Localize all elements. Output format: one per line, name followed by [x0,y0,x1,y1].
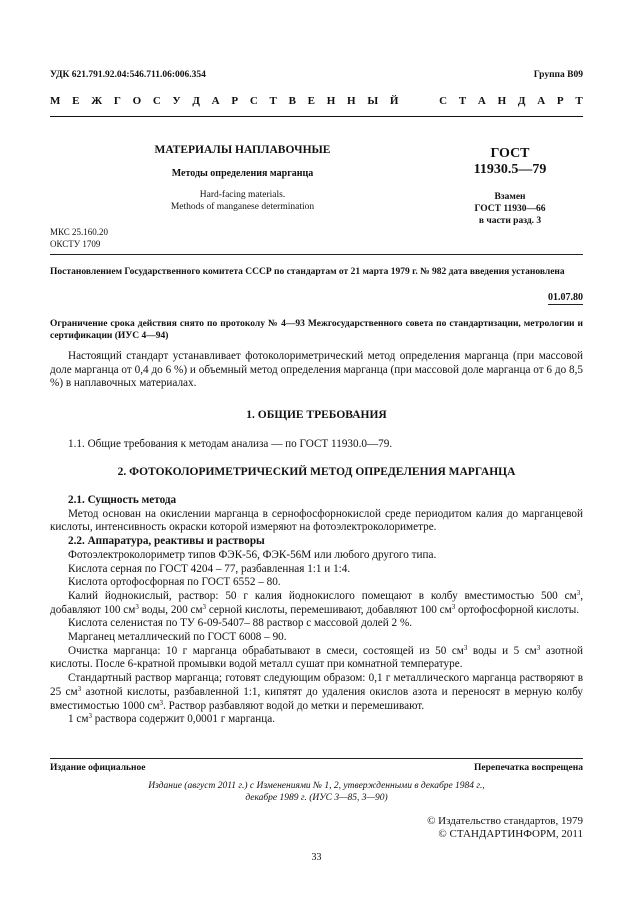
standard-banner [50,95,583,107]
cube-sup: 3 [536,643,541,652]
cube-sup: 3 [135,602,139,611]
gost-number: 11930.5—79 [473,162,547,177]
banner-letter: Т [458,95,467,107]
subsection-2-2-heading: 2.2. Аппаратура, реактивы и растворы [68,535,265,548]
banner-letter: Д [192,95,200,107]
reagent-manganese-metal: Марганец металлический по ГОСТ 6008 – 90. [68,631,287,644]
solution-text-1: Стандартный раствор марганца; готовят следующим образом: 0,1 г металлического марганца растворяют в 25 см [50,672,583,698]
decree-text: Постановлением Государственного комитета СССР по стандартам от 21 марта 1979 г. № 982 дата введения установлена [50,267,565,277]
concentration-text-1: 1 см [68,713,89,726]
edition-note-1: Издание (август 2011 г.) с Изменениями № 1, 2, утвержденными в декабре 1984 г., [148,781,485,791]
periodate-text-1: Калий йоднокислый, раствор: 50 г калия йоднокислого помещают в колбу вместимостью 500 см [68,589,577,602]
solution-text-2: азотной кислоты, разбавленной 1:1, кипятят до удаления окислов азота и переносят в мерную колбу вместимостью 1000 см [50,685,583,712]
section-1-heading: 1. ОБЩИЕ ТРЕБОВАНИЯ [246,409,387,421]
banner-letter: Е [72,95,80,107]
purification-text-2: воды и 5 см [467,644,537,657]
banner-letter: Р [556,95,564,107]
banner-letter: А [211,95,220,107]
banner-letter: Т [575,95,583,107]
intro-text: Настоящий стандарт устанавливает фотоколориметрический метод определения марганца (при массовой доле марганца от 0,4 до 6 %) и объемный метод определения марганца (при массовой доле марганца от 6 до 8,5 %) в наплавочных материалах. [50,350,583,390]
intro-paragraph [50,350,583,391]
limitation-note: Ограничение срока действия снято по протоколу № 4—93 Межгосударственного совета по стандартизации, метрологии и сертификации (ИУС 4—94) [50,319,583,341]
standard-solution [50,672,583,713]
banner-letter: С [439,95,448,107]
document-title: МАТЕРИАЛЫ НАПЛАВОЧНЫЕ [154,144,331,156]
cube-sup: 3 [202,602,207,611]
subsection-2-1-heading: 2.1. Сущность метода [68,494,177,506]
reagent-selenious-acid: Кислота селенистая по ТУ 6-09-5407– 88 раствор с массовой долей 2 %. [68,617,413,630]
replaces-standard: ГОСТ 11930—66 [474,204,546,214]
banner-letter: Г [113,95,121,107]
banner-letter: Ж [91,95,103,107]
footer-rule [50,758,583,759]
banner-letter: О [132,95,142,107]
introduction-date: 01.07.80 [548,292,583,303]
section-2-heading: 2. ФОТОКОЛОРИМЕТРИЧЕСКИЙ МЕТОД ОПРЕДЕЛЕНИЯ МАРГАНЦА [117,466,516,478]
edition-note-2: декабре 1989 г. (ИУС 3—85, 3—90) [245,793,388,803]
banner-letter: А [537,95,546,107]
cube-sup: 3 [77,684,82,693]
okstu-code: ОКСТУ 1709 [50,239,101,249]
banner-letter: Ы [367,95,379,107]
title-rule [50,254,583,255]
banner-gap [410,95,413,107]
gost-label: ГОСТ [490,146,530,161]
periodate-text-5: ортофосфорной кислоты. [455,603,580,616]
banner-letter: Д [517,95,526,107]
replaces-scope: в части разд. 3 [478,216,542,226]
group-code: Группа В09 [533,70,583,80]
page-number: 33 [311,852,322,863]
banner-letter: Р [231,95,239,107]
copyright-standartinform: © СТАНДАРТИНФОРМ, 2011 [438,828,583,840]
banner-letter: В [288,95,296,107]
purification-text-1: Очистка марганца: 10 г марганца обрабатывают в смеси, состоящей из 50 см [68,644,464,657]
banner-letter: А [477,95,486,107]
reagent-sulfuric-acid: Кислота серная по ГОСТ 4204 – 77, разбавленная 1:1 и 1:4. [68,562,351,575]
banner-letter: С [249,95,258,107]
section-1-1-text: 1.1. Общие требования к методам анализа — по ГОСТ 11930.0—79. [68,438,393,450]
banner-letter: Т [269,95,277,107]
banner-gap [425,95,428,107]
mks-code: МКС 25.160.20 [50,227,109,237]
subsection-2-1-text: Метод основан на окислении марганца в сернофосфорнокислой среде периодитом калия до марганцевой кислоты, интенсивность окраски которой измеряют на фотоэлектроколориметре. [50,507,583,534]
reagent-potassium-periodate [50,590,583,617]
banner-letter: Е [307,95,316,107]
cube-sup: 3 [159,698,164,707]
title-en-line-1: Hard-facing materials. [199,190,286,200]
cube-sup: 3 [576,588,581,597]
banner-letter: С [152,95,161,107]
banner-letter: Н [347,95,356,107]
document-subtitle: Методы определения марганца [171,168,314,179]
banner-letter: М [50,95,61,107]
cube-sup: 3 [451,602,456,611]
cube-sup: 3 [88,712,92,721]
banner-letter: Й [389,95,399,107]
reprint-prohibited: Перепечатка воспрещена [473,763,583,773]
periodate-text-4: серной кислоты, перемешивают, добавляют 100 см [206,603,452,616]
reagent-phosphoric-acid: Кислота ортофосфорная по ГОСТ 6552 – 80. [68,576,281,589]
section-2-body [50,494,583,727]
manganese-purification [50,645,583,672]
periodate-text-2: , добавляют 100 см [50,589,583,616]
official-edition: Издание официальное [50,763,146,773]
copyright-publisher: © Издательство стандартов, 1979 [427,815,583,827]
concentration-text-2: раствора содержит 0,0001 г марганца. [91,713,275,726]
purification-text-3: азотной кислоты. После 6-кратной промывки водой металл сушат при комнатной температуре. [50,644,583,671]
replaces-label: Взамен [494,192,526,202]
solution-concentration [50,713,583,727]
equipment-colorimeter: Фотоэлектроколориметр типов ФЭК-56, ФЭК-56М или любого другого типа. [68,548,437,561]
periodate-text-3: воды, 200 см [138,603,203,616]
solution-text-3: . Раствор разбавляют водой до метки и перемешивают. [163,699,425,712]
udk-code: УДК 621.791.92.04:546.711.06:006.354 [50,70,206,80]
banner-letter: У [172,95,181,107]
cube-sup: 3 [463,643,468,652]
title-en-line-2: Methods of manganese determination [170,202,315,212]
banner-letter: Н [497,95,507,107]
banner-rule [50,116,583,117]
banner-letter: Н [326,95,336,107]
